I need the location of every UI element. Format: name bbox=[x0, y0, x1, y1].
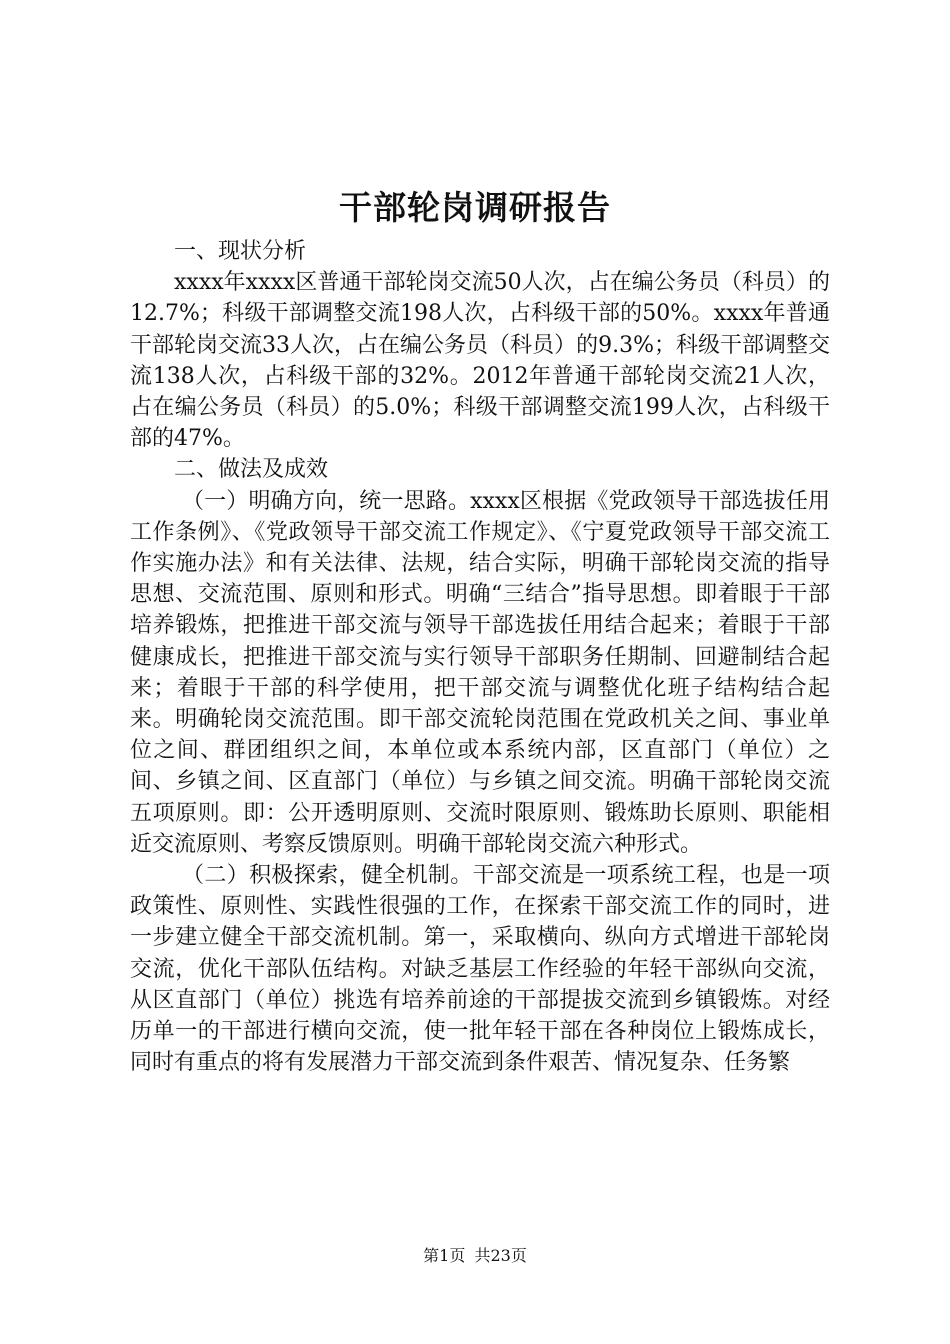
page-number: 第1页 bbox=[423, 1246, 466, 1265]
section-heading-1: 一、现状分析 bbox=[174, 239, 307, 264]
page-footer bbox=[0, 1243, 950, 1266]
document-title: 干部轮岗调研报告 bbox=[339, 188, 611, 227]
document-body bbox=[130, 236, 830, 1078]
paragraph-direction: （一）明确方向，统一思路。xxxx区根据《党政领导干部选拔任用工作条例》、《党政领导干部交流工作规定》、《宁夏党政领导干部交流工作实施办法》和有关法律、法规，结合实际，明确干部轮岗交流的指导思想、交流范围、原则和形式。明确“三结合”指导思想。即着眼于干部培养锻炼，把推进干部交流与领导干部选拔任用结合起来；着眼于干部健康成长，把推进干部交流与实行领导干部职务任期制、回避制结合起来；着眼于干部的科学使用，把干部交流与调整优化班子结构结合起来。明确轮岗交流范围。即干部交流轮岗范围在党政机关之间、事业单位之间、群团组织之间，本单位或本系统内部，区直部门（单位）之间、乡镇之间、区直部门（单位）与乡镇之间交流。明确干部轮岗交流五项原则。即：公开透明原则、交流时限原则、锻炼助长原则、职能相近交流原则、考察反馈原则。明确干部轮岗交流六种形式。 bbox=[130, 488, 830, 857]
paragraph-status: xxxx年xxxx区普通干部轮岗交流50人次，占在编公务员（科员）的12.7%；科级干部调整交流198人次，占科级干部的50%。xxxx年普通干部轮岗交流33人次，占在编公务员（科员）的9.3%；科级干部调整交流138人次，占科级干部的32%。2012年普通干部轮岗交流21人次，占在编公务员（科员）的5.0%；科级干部调整交流199人次，占科级干部的47%。 bbox=[130, 270, 830, 452]
paragraph-mechanism: （二）积极探索，健全机制。干部交流是一项系统工程，也是一项政策性、原则性、实践性很强的工作，在探索干部交流工作的同时，进一步建立健全干部交流机制。第一，采取横向、纵向方式增进干部轮岗交流，优化干部队伍结构。对缺乏基层工作经验的年轻干部纵向交流，从区直部门（单位）挑选有培养前途的干部提拔交流到乡镇锻炼。对经历单一的干部进行横向交流，使一批年轻干部在各种岗位上锻炼成长，同时有重点的将有发展潜力干部交流到条件艰苦、情况复杂、任务繁 bbox=[130, 863, 830, 1076]
section-heading-2: 二、做法及成效 bbox=[174, 457, 329, 483]
page-total: 共23页 bbox=[474, 1246, 527, 1265]
